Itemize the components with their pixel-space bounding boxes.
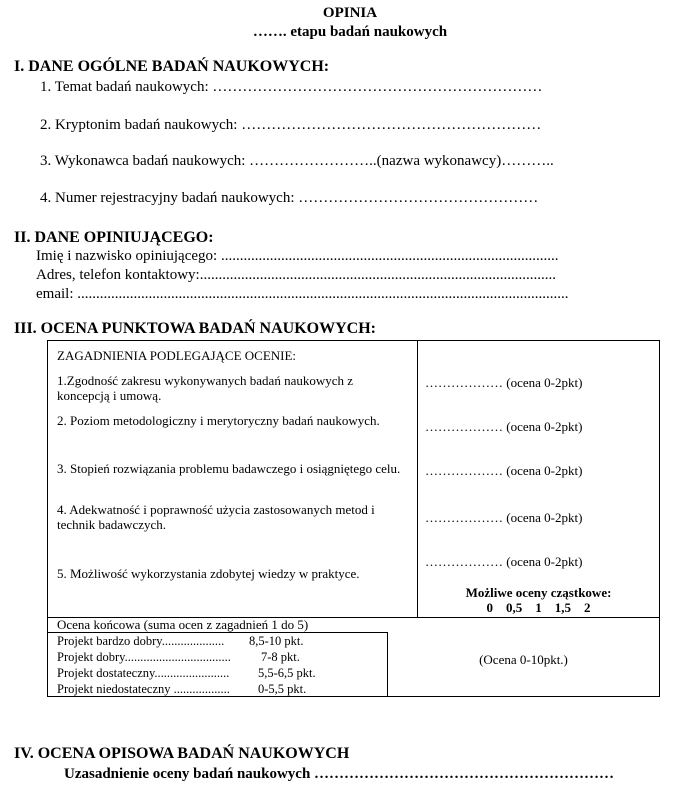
grade-name: Projekt dobry.................................. <box>57 650 231 664</box>
score-field-3[interactable]: ……………… (ocena 0-2pkt) <box>425 463 583 478</box>
criterion-2: 2. Poziom metodologiczny i merytoryczny badań naukowych. <box>57 413 380 428</box>
criterion-4: 4. Adekwatność i poprawność użycia zastosowanych metod i technik badawczych. <box>57 502 375 532</box>
table-header: ZAGADNIENIA PODLEGAJĄCE OCENIE: <box>57 348 297 363</box>
field-research-codename[interactable]: 2. Kryptonim badań naukowych: …………………………………………………… <box>40 117 542 133</box>
final-score-field[interactable]: (Ocena 0-10pkt.) <box>479 652 568 667</box>
grade-range: 5,5-6,5 pkt. <box>258 666 316 680</box>
section-3-heading: III. OCENA PUNKTOWA BADAŃ NAUKOWYCH: <box>14 320 376 337</box>
partial-scores-values: 0 0,5 1 1,5 2 <box>486 600 591 615</box>
score-field-1[interactable]: ……………… (ocena 0-2pkt) <box>425 375 583 390</box>
field-reviewer-name[interactable]: Imię i nazwisko opiniującego: .......................................................................................... <box>36 248 559 264</box>
score-field-5[interactable]: ……………… (ocena 0-2pkt) <box>425 554 583 569</box>
document-title: OPINIA <box>322 5 378 21</box>
section-4-heading: IV. OCENA OPISOWA BADAŃ NAUKOWYCH <box>14 745 350 762</box>
field-registration-number[interactable]: 4. Numer rejestracyjny badań naukowych: ………………………………………… <box>40 190 539 206</box>
criterion-1: 1.Zgodność zakresu wykonywanych badań naukowych z koncepcją i umową. <box>57 373 354 403</box>
field-reviewer-contact[interactable]: Adres, telefon kontaktowy:............................................................................................... <box>36 267 556 283</box>
section-2-heading: II. DANE OPINIUJĄCEGO: <box>14 229 214 246</box>
field-justification[interactable]: Uzasadnienie oceny badań naukowych …………………………………………………… <box>64 766 615 782</box>
section-1-heading: I. DANE OGÓLNE BADAŃ NAUKOWYCH: <box>14 58 330 75</box>
grade-name: Projekt bardzo dobry.................... <box>57 634 225 648</box>
final-score-label: Ocena końcowa (suma ocen z zagadnień 1 do 5) <box>57 617 309 632</box>
grade-range: 8,5-10 pkt. <box>249 634 304 648</box>
score-field-2[interactable]: ……………… (ocena 0-2pkt) <box>425 419 583 434</box>
criterion-5: 5. Możliwość wykorzystania zdobytej wiedzy w praktyce. <box>57 566 360 581</box>
score-table-divider <box>417 340 418 617</box>
field-research-topic[interactable]: 1. Temat badań naukowych: ………………………………………………………… <box>40 79 543 95</box>
score-field-4[interactable]: ……………… (ocena 0-2pkt) <box>425 510 583 525</box>
criterion-3: 3. Stopień rozwiązania problemu badawczego i osiągniętego celu. <box>57 461 401 476</box>
field-reviewer-email[interactable]: email: ................................................................................................................................... <box>36 286 569 302</box>
grade-name: Projekt niedostateczny .................. <box>57 682 230 696</box>
partial-scores-label: Możliwe oceny cząstkowe: <box>465 585 612 600</box>
document-subtitle: ……. etapu badań naukowych <box>252 24 448 40</box>
grade-range: 0-5,5 pkt. <box>258 682 307 696</box>
grade-name: Projekt dostateczny........................ <box>57 666 230 680</box>
grade-range: 7-8 pkt. <box>261 650 300 664</box>
field-research-contractor[interactable]: 3. Wykonawca badań naukowych: ……………………..(nazwa wykonawcy)……….. <box>40 153 554 169</box>
